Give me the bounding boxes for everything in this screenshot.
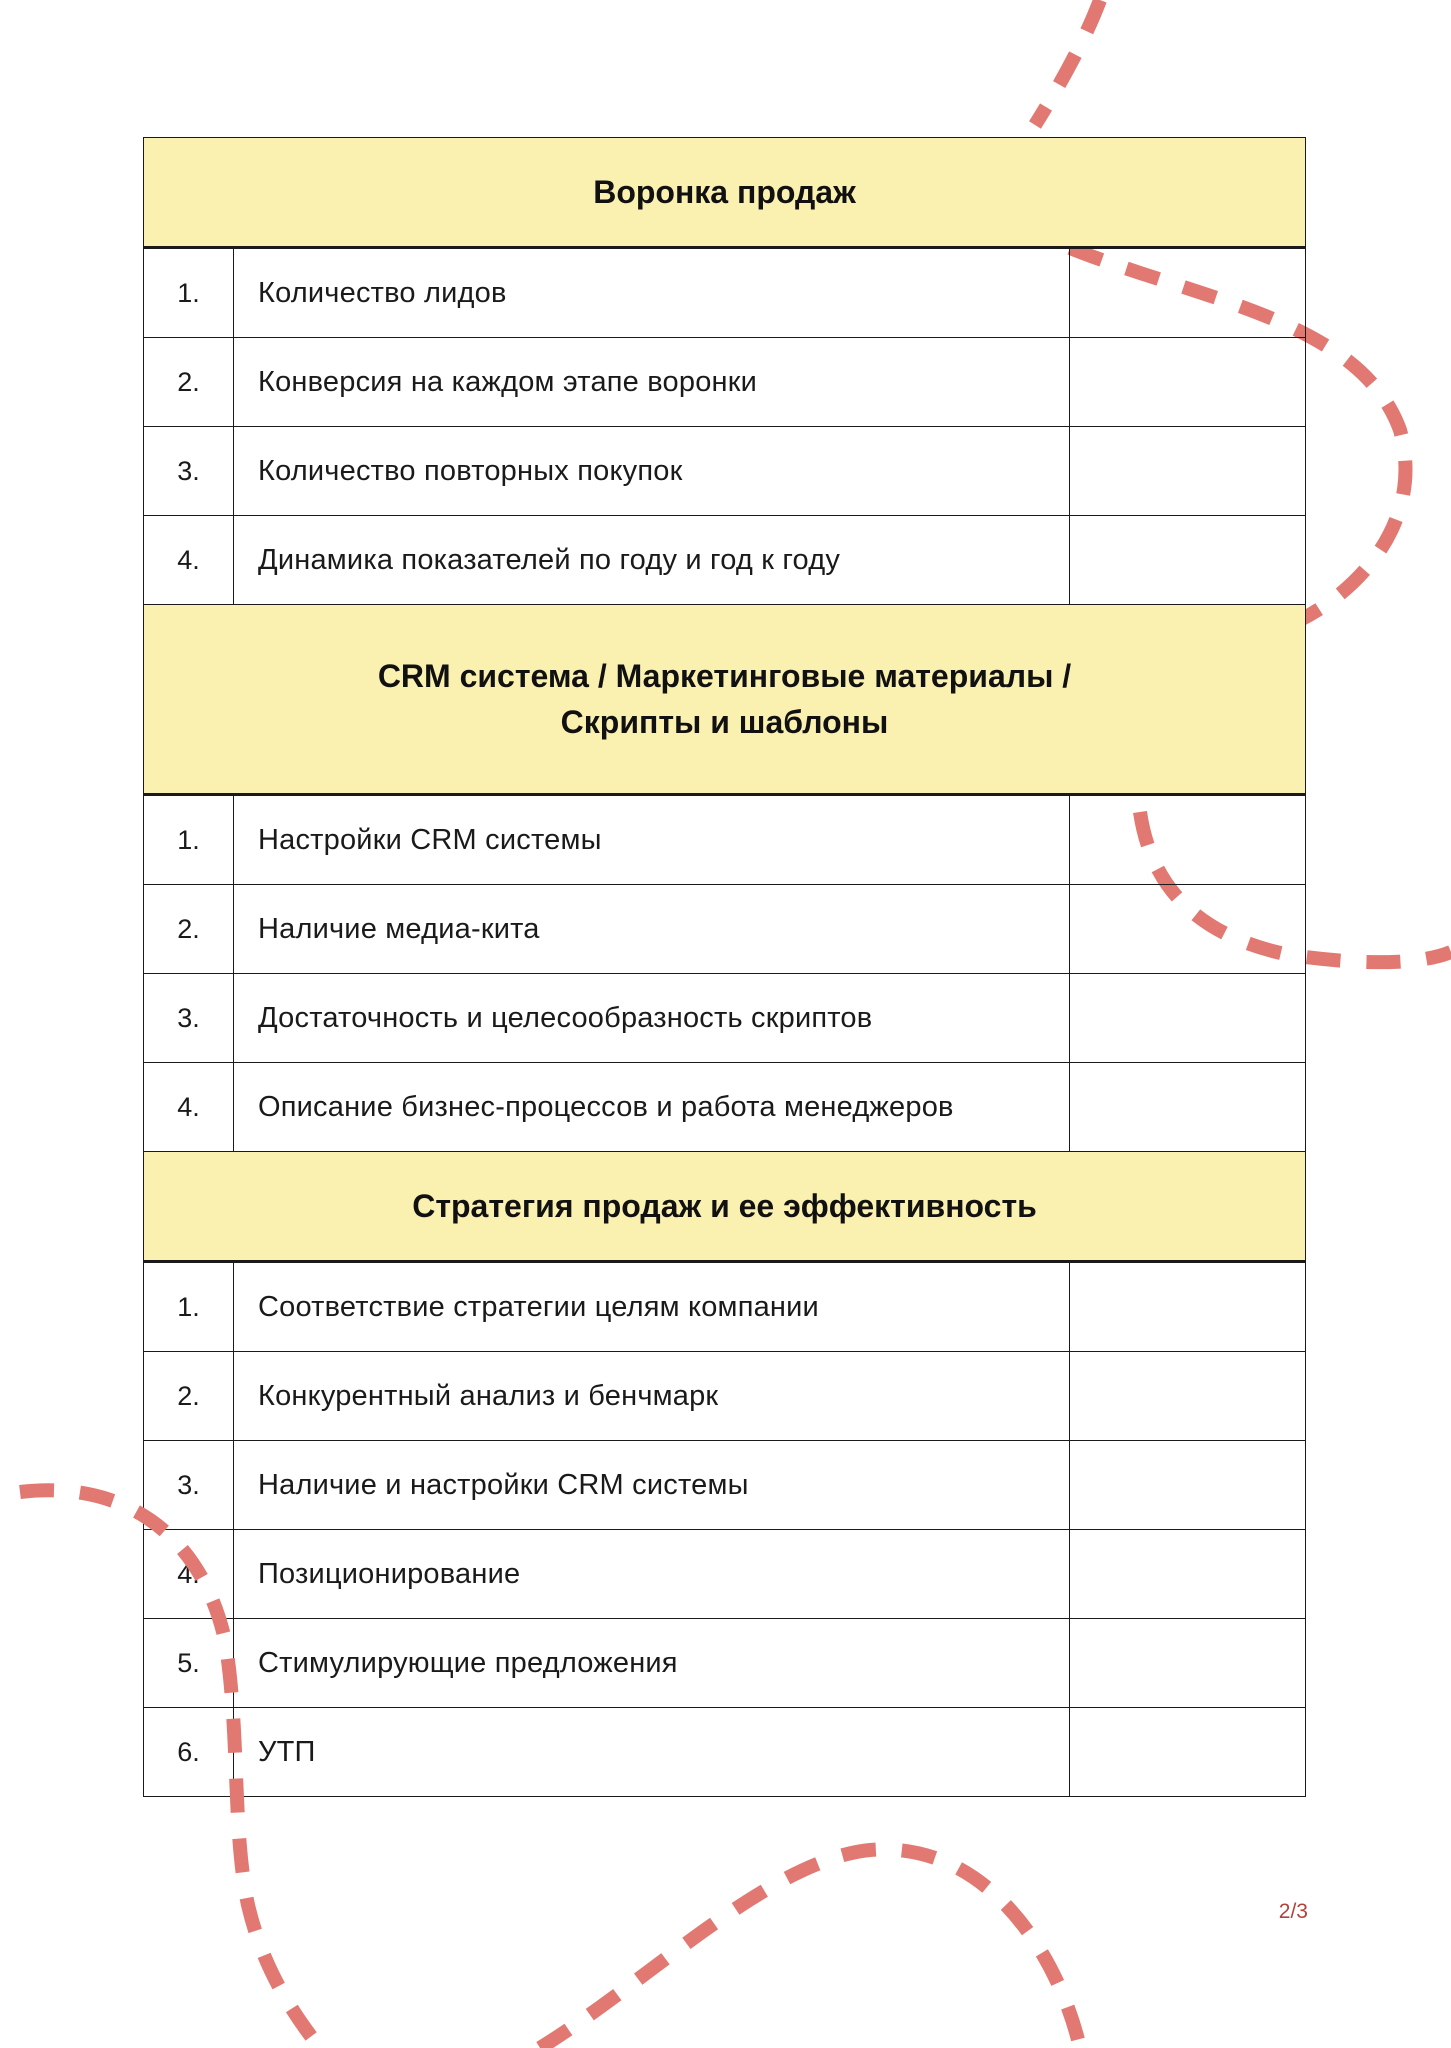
table-row	[144, 516, 1306, 605]
row-mark-cell	[1070, 338, 1306, 427]
row-label: Количество повторных покупок	[234, 427, 1070, 516]
row-mark-cell	[1070, 248, 1306, 338]
section-header-crm-materials	[144, 605, 1306, 795]
audit-checklist-table	[143, 137, 1306, 1797]
section-title-text: Воронка продаж	[593, 174, 856, 210]
row-label: Описание бизнес-процессов и работа менеджеров	[234, 1063, 1070, 1152]
row-number: 3.	[144, 974, 234, 1063]
row-mark-cell	[1070, 1708, 1306, 1797]
table-row	[144, 974, 1306, 1063]
table-row	[144, 885, 1306, 974]
section-header-sales-strategy	[144, 1152, 1306, 1262]
table-row	[144, 338, 1306, 427]
table-row	[144, 1530, 1306, 1619]
table-row	[144, 1352, 1306, 1441]
row-label: Конверсия на каждом этапе воронки	[234, 338, 1070, 427]
table-row	[144, 1441, 1306, 1530]
row-label: Настройки CRM системы	[234, 795, 1070, 885]
row-mark-cell	[1070, 974, 1306, 1063]
row-number: 1.	[144, 248, 234, 338]
table-row	[144, 1619, 1306, 1708]
row-number: 4.	[144, 516, 234, 605]
row-label: Конкурентный анализ и бенчмарк	[234, 1352, 1070, 1441]
section-title-line-1: CRM система / Маркетинговые материалы /	[377, 658, 1072, 694]
row-number: 2.	[144, 885, 234, 974]
row-number: 2.	[144, 338, 234, 427]
row-number: 1.	[144, 1262, 234, 1352]
table-row	[144, 1063, 1306, 1152]
row-label: УТП	[234, 1708, 1070, 1797]
row-mark-cell	[1070, 1063, 1306, 1152]
row-label: Наличие и настройки CRM системы	[234, 1441, 1070, 1530]
row-mark-cell	[1070, 427, 1306, 516]
section-title	[144, 1152, 1306, 1262]
row-number: 6.	[144, 1708, 234, 1797]
row-mark-cell	[1070, 1262, 1306, 1352]
row-label: Соответствие стратегии целям компании	[234, 1262, 1070, 1352]
row-mark-cell	[1070, 1352, 1306, 1441]
row-label: Достаточность и целесообразность скриптов	[234, 974, 1070, 1063]
row-number: 2.	[144, 1352, 234, 1441]
row-number: 3.	[144, 427, 234, 516]
dashed-curve-bottom-arc	[540, 1849, 1080, 2048]
row-label: Стимулирующие предложения	[234, 1619, 1070, 1708]
row-number: 4.	[144, 1530, 234, 1619]
row-mark-cell	[1070, 1619, 1306, 1708]
section-title	[144, 605, 1306, 795]
row-number: 1.	[144, 795, 234, 885]
row-mark-cell	[1070, 795, 1306, 885]
row-mark-cell	[1070, 1441, 1306, 1530]
row-label: Наличие медиа-кита	[234, 885, 1070, 974]
row-label: Позиционирование	[234, 1530, 1070, 1619]
row-mark-cell	[1070, 516, 1306, 605]
page-number: 2/3	[1278, 1900, 1308, 1923]
row-mark-cell	[1070, 1530, 1306, 1619]
section-title-line-2: Скрипты и шаблоны	[560, 704, 889, 740]
table-row	[144, 427, 1306, 516]
row-number: 3.	[144, 1441, 234, 1530]
row-number: 4.	[144, 1063, 234, 1152]
dashed-curve-top	[1035, 0, 1100, 125]
section-header-sales-funnel	[144, 138, 1306, 248]
row-label: Количество лидов	[234, 248, 1070, 338]
row-label: Динамика показателей по году и год к году	[234, 516, 1070, 605]
row-number: 5.	[144, 1619, 234, 1708]
table-row	[144, 1708, 1306, 1797]
table-row	[144, 1262, 1306, 1352]
section-title-text: Стратегия продаж и ее эффективность	[412, 1188, 1037, 1224]
section-title	[144, 138, 1306, 248]
row-mark-cell	[1070, 885, 1306, 974]
table-row	[144, 248, 1306, 338]
table-row	[144, 795, 1306, 885]
